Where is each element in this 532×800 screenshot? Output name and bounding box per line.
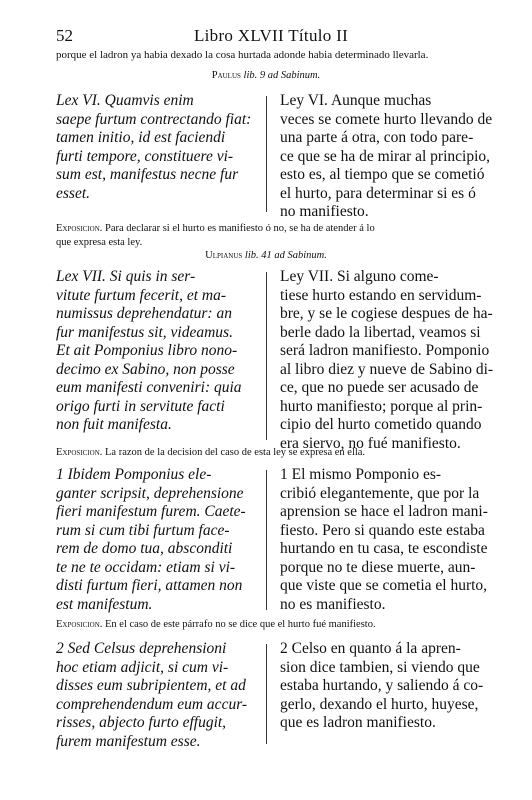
text-line: veces se comete hurto llevando de	[280, 110, 493, 128]
page-number: 52	[56, 26, 73, 45]
exposicion-text: La razon de la decision del caso de esta ley se expresa en ella.	[105, 447, 366, 458]
column-divider	[266, 96, 267, 212]
text-line: hurto manifiesto; porque al prin-	[280, 397, 483, 415]
exposicion-label: Exposicion.	[56, 619, 103, 630]
text-line: furti tempore, constituere vi-	[56, 147, 234, 165]
citation-source: lib. 41 ad Sabinum.	[244, 250, 327, 261]
lex7-latin	[56, 268, 258, 435]
text-line: decimo ex Sabino, non posse	[56, 360, 235, 378]
text-line: sion dice tambien, si viendo que	[280, 658, 480, 676]
text-line: el hurto, para determinar si es ó	[280, 184, 476, 202]
text-line: no es manifiesto.	[280, 595, 386, 613]
text-line: esto es, al tiempo que se cometió	[280, 166, 485, 183]
text-line: te ne te occidam: etiam si vi-	[56, 558, 236, 576]
text-line: cribió elegantemente, que por la	[280, 484, 480, 502]
text-line: gerlo, dexando el hurto, huyese,	[280, 695, 479, 713]
text-line: Lex VII. Si quis in ser-	[56, 268, 196, 285]
lex6-spanish	[280, 92, 493, 222]
text-line: una parte á otra, con todo pare-	[280, 129, 474, 146]
text-line: que viste que se cometia el hurto,	[280, 577, 488, 594]
text-line: vitute furtum fecerit, et ma-	[56, 286, 227, 304]
text-line: furem manifestum esse.	[56, 732, 201, 750]
text-line: era siervo, no fué manifiesto.	[280, 434, 461, 452]
sec2-spanish	[280, 640, 490, 733]
exposicion-label: Exposicion.	[56, 223, 103, 234]
text-line: risses, abjecto furto effugit,	[56, 714, 227, 731]
exposicion-3	[56, 618, 488, 632]
exposicion-text: Para declarar si el hurto es manifiesto ó no, se ha de atender á lo	[105, 223, 375, 234]
text-line: sum est, manifestus necne fur	[56, 166, 239, 183]
sec2-latin	[56, 640, 258, 751]
text-line: fur manifestus sit, videamus.	[56, 323, 233, 341]
citation-ulpianus	[0, 250, 532, 261]
column-divider	[266, 272, 267, 440]
text-line: 2 Sed Celsus deprehensioni	[56, 640, 227, 657]
sec1-latin	[56, 466, 258, 614]
column-divider	[266, 644, 267, 744]
text-line: non fuit manifesta.	[56, 416, 172, 433]
running-head: Libro XLVII Título II	[193, 26, 349, 45]
citation-paulus	[0, 70, 532, 81]
text-line: que es ladron manifiesto.	[280, 714, 436, 731]
text-line: esset.	[56, 184, 91, 202]
text-line: aprension se hace el ladron mani-	[280, 503, 488, 520]
text-line: hoc etiam adjicit, si cum vi-	[56, 658, 229, 676]
text-line: disti furtum fieri, attamen non	[56, 577, 243, 594]
exposicion-text: En el caso de este párrafo no se dice que el hurto fué manifiesto.	[105, 619, 376, 630]
text-line: 1 Ibidem Pomponius ele-	[56, 466, 212, 483]
exposicion-1	[56, 222, 488, 250]
text-line: no manifiesto.	[280, 203, 369, 220]
text-line: Ley VII. Si alguno come-	[280, 268, 439, 285]
citation-source: lib. 9 ad Sabinum.	[243, 70, 321, 81]
text-line: Ley VI. Aunque muchas	[280, 92, 432, 109]
text-line: berle dado la libertad, veamos si	[280, 323, 481, 341]
text-line: hurtando en tu casa, te escondiste	[280, 540, 488, 557]
text-line: ganter scripsit, deprehensione	[56, 484, 244, 502]
citation-author: Paulus	[211, 70, 241, 81]
text-line: cipio del hurto cometido quando	[280, 416, 482, 433]
sec1-spanish	[280, 466, 490, 614]
citation-author: Ulpianus	[205, 250, 243, 261]
text-line: 2 Celso en quanto á la apren-	[280, 640, 461, 657]
text-line: ce, que no puede ser acusado de	[280, 379, 479, 396]
text-line: disses eum subripientem, et ad	[56, 677, 246, 694]
text-line: 1 El mismo Pomponio es-	[280, 466, 442, 483]
text-line: tamen initio, id est faciendi	[56, 129, 226, 146]
continuation-line: porque el ladron ya habia dexado la cosa hurtada adonde habia determinado llevarla.	[56, 49, 429, 61]
page-header	[56, 26, 486, 46]
text-line: fiesto. Pero si quando este estaba	[280, 521, 485, 539]
text-line: tiese hurto estando en servidum-	[280, 286, 482, 304]
text-line: fieri manifestum furem. Caete-	[56, 503, 246, 520]
column-divider	[266, 470, 267, 610]
text-line: será ladron manifiesto. Pomponio	[280, 342, 490, 359]
lex6-latin	[56, 92, 258, 203]
text-line: Et ait Pomponius libro nono-	[56, 342, 238, 359]
lex7-spanish	[280, 268, 494, 453]
text-line: comprehendendum eum accur-	[56, 695, 248, 713]
text-line: al libro diez y nueve de Sabino di-	[280, 360, 494, 378]
text-line: ce que se ha de mirar al principio,	[280, 147, 491, 165]
text-line: bre, y se le cogiese despues de ha-	[280, 305, 493, 322]
text-line: rem de domo tua, absconditi	[56, 540, 233, 557]
exposicion-label: Exposicion.	[56, 447, 103, 458]
text-line: eum manifesti conveniri: quia	[56, 379, 242, 396]
text-line: numissus deprehendatur: an	[56, 305, 232, 322]
text-line: saepe furtum contrectando fiat:	[56, 110, 252, 128]
text-line: rum si cum tibi furtum face-	[56, 521, 230, 539]
text-line: est manifestum.	[56, 595, 153, 613]
text-line: porque no te diese muerte, aun-	[280, 558, 476, 576]
text-line: Lex VI. Quamvis enim	[56, 92, 194, 109]
exposicion-text: que expresa esta ley.	[56, 237, 143, 248]
text-line: estaba hurtando, y saliendo á co-	[280, 677, 484, 694]
text-line: origo furti in servitute facti	[56, 397, 225, 415]
exposicion-2	[56, 446, 488, 460]
